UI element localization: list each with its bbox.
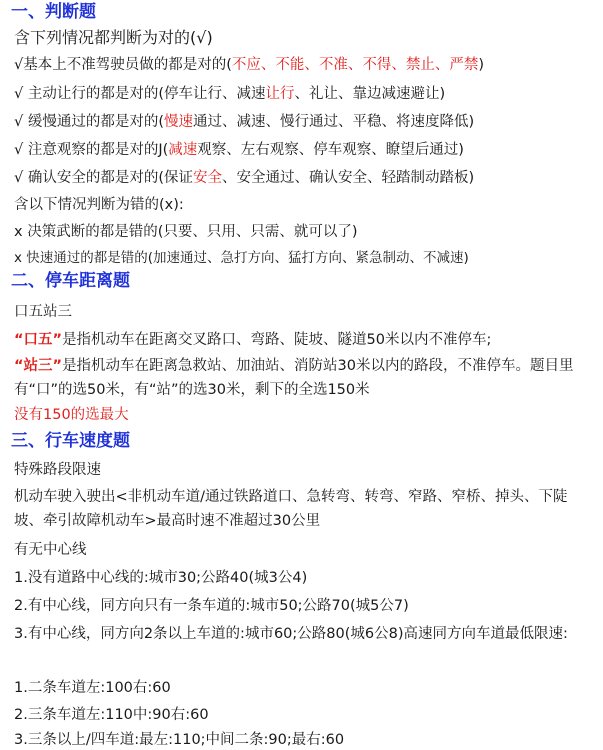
right-rule-2-highlight: 让行 (265, 86, 295, 102)
right-rule-1-highlight: 不应、不能、不准、不得、禁止、严禁 (231, 57, 479, 73)
wrong-rule-1: x 决策武断的都是错的(只要、只用、只需、就可以了) (14, 224, 358, 240)
right-rule-4 (14, 140, 595, 160)
right-rule-3 (14, 112, 595, 132)
right-rule-2-post: 、礼让、靠边减速避让) (294, 86, 446, 102)
right-rule-1-post: ) (478, 57, 485, 73)
right-rule-4-pre: √ 注意观察的都是对的J( (14, 142, 169, 158)
special-road-title: 特殊路段限速 (14, 462, 101, 478)
center-line-item-1: 1.没有道路中心线的:城市30;公路40(城3公4) (14, 570, 308, 586)
zhansan-term: “站三” (14, 358, 63, 374)
wrong-rule-2: x 快速通过的都是错的(加速通过、急打方向、猛打方向、紧急制动、不减速) (14, 250, 469, 266)
right-rule-4-post: 观察、左右观察、停车观察、瞭望后通过) (197, 142, 464, 158)
section-heading-judgment: 一、判断题 (11, 2, 96, 22)
right-rule-1 (14, 55, 595, 75)
right-rule-4-highlight: 减速 (168, 142, 198, 158)
lane-item-3: 3.三条以上/四车道:最左:110;中间二条:90;最右:60 (14, 732, 345, 748)
judgment-intro: 含下列情况都判断为对的(√) (14, 28, 213, 47)
parking-subtitle: 口五站三 (14, 304, 72, 320)
center-line-item-3: 3.有中心线，同方向2条以上车道的:城市60;公路80(城6公8)高速同方向车道最低限速: (14, 626, 568, 642)
center-line-item-2: 2.有中心线，同方向只有一条车道的:城市50;公路70(城5公7) (14, 598, 409, 614)
right-rule-5-pre: √ 确认安全的都是对的(保证 (14, 170, 194, 186)
right-rule-3-highlight: 慢速 (164, 114, 194, 130)
parking-note: 没有150的选最大 (14, 407, 129, 423)
parking-rule-kouwu (14, 330, 595, 350)
right-rule-5-post: 、安全通过、确认安全、轻踏制动踏板) (222, 170, 475, 186)
right-rule-3-post: 通过、减速、慢行通过、平稳、将速度降低) (193, 114, 475, 130)
right-rule-3-pre: √ 缓慢通过的都是对的( (14, 114, 165, 130)
lane-item-1: 1.二条车道左:100右:60 (14, 680, 171, 696)
section-heading-speed: 三、行车速度题 (11, 431, 130, 451)
special-road-text: 机动车驶入驶出<非机动车道/通过铁路道口、急转弯、转弯、窄路、窄桥、掉头、下陡坡、牵引故障机动车>最高时速不准超过30公里 (14, 489, 568, 529)
lane-item-2: 2.三条车道左:110中:90右:60 (14, 707, 209, 723)
right-rule-5-highlight: 安全 (193, 170, 223, 186)
section-heading-parking: 二、停车距离题 (11, 271, 130, 291)
right-rule-2-pre: √ 主动让行的都是对的(停车让行、减速 (14, 86, 266, 102)
wrong-intro: 含以下情况判断为错的(x): (14, 197, 184, 213)
center-line-title: 有无中心线 (14, 542, 87, 558)
parking-rule-zhansan (14, 354, 595, 402)
zhansan-text: 是指机动车在距离急救站、加油站、消防站30米以内的路段，不准停车。题目里有“口”的选50米，有“站”的选30米，剩下的全选150米 (14, 358, 574, 398)
right-rule-2 (14, 84, 595, 104)
kouwu-term: “口五” (14, 332, 63, 348)
kouwu-text: 是指机动车在距离交叉路口、弯路、陡坡、隧道50米以内不准停车; (62, 332, 492, 348)
right-rule-5 (14, 168, 595, 188)
right-rule-1-pre: √基本上不准驾驶员做的都是对的( (14, 57, 232, 73)
